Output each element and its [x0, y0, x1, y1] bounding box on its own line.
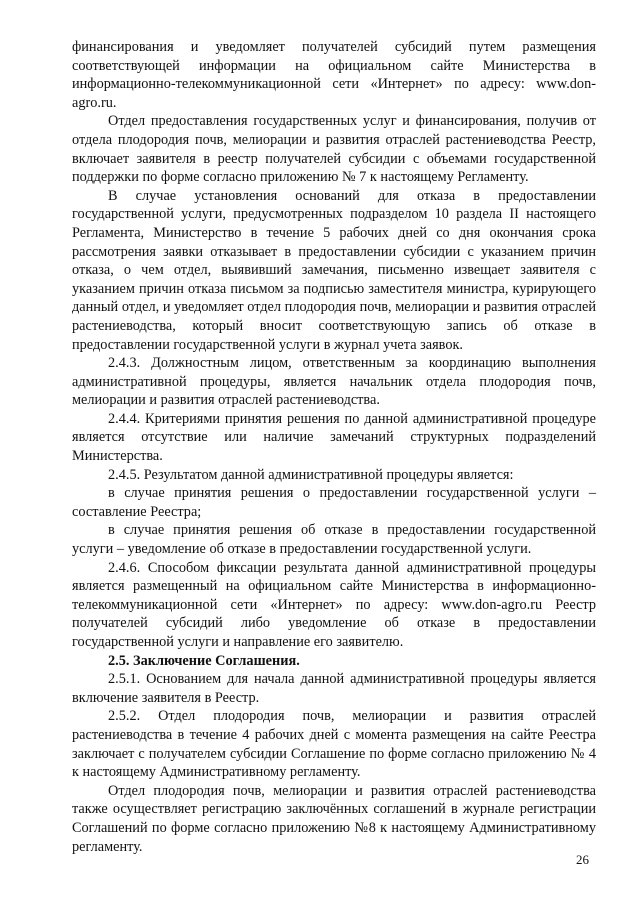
paragraph-2-5-2: 2.5.2. Отдел плодородия почв, мелиорации и развития отраслей растениеводства в течение 4 рабочих дней с момента размещения на сайте Реестра заключает с получателем субсидии Соглашение по форме согласно приложению № 4 к настоящему Административному регламенту.: [72, 708, 596, 781]
paragraph-result-refusal: в случае принятия решения об отказе в предоставлении государственной услуги – уведомление об отказе в предоставлении государственной услуги.: [72, 522, 596, 558]
paragraph-registration: Отдел плодородия почв, мелиорации и развития отраслей растениеводства также осуществляет регистрацию заключённых соглашений в журнале регистрации Соглашений по форме согласно приложению №8 к настоящему Административному регламенту.: [72, 782, 596, 855]
paragraph-2-4-3: 2.4.3. Должностным лицом, ответственным за координацию выполнения административной процедуры, является начальник отдела плодородия почв, мелиорации и развития отраслей растениеводства.: [72, 355, 596, 409]
paragraph-refusal: В случае установления оснований для отказа в предоставлении государственной услуги, предусмотренных подразделом 10 раздела II настоящего Регламента, Министерство в течение 5 рабочих дней со дня окончания срока рассмотрения заявки отказывает в предоставлении субсидии с указанием причин отказа, о чем отдел, выявивший замечания, письменно извещает заявителя с указанием причин отказа письмом за подписью заместителя министра, курирующего данный отдел, и уведомляет отдел плодородия почв, мелиорации и развития отраслей растениеводства, который вносит соответствующую запись об отказе в предоставлении государственной услуги в журнал учета заявок.: [72, 187, 596, 353]
paragraph-continuation: финансирования и уведомляет получателей субсидий путем размещения соответствующей информации на официальном сайте Министерства в информационно-телекоммуникационной сети «Интернет» по адресу: www.don-agro.ru.: [72, 39, 596, 111]
paragraph-result-approval: в случае принятия решения о предоставлении государственной услуги – составление Реестра;: [72, 485, 596, 520]
page-number: 26: [576, 852, 589, 867]
paragraph-2-4-6: 2.4.6. Способом фиксации результата данной административной процедуры является размещенный на официальном сайте Министерства в информационно-телекоммуникационной сети «Интернет» по адресу: www.don-agro.ru Реестр получателей субсидий либо уведомление об отказе в предоставлении государственной услуги и направление его заявителю.: [72, 559, 596, 650]
section-heading-2-5: 2.5. Заключение Соглашения.: [108, 652, 300, 669]
document-page: [72, 38, 596, 856]
paragraph-2-4-5: 2.4.5. Результатом данной административной процедуры является:: [108, 466, 514, 483]
paragraph-2-5-1: 2.5.1. Основанием для начала данной административной процедуры является включение заявителя в Реестр.: [72, 671, 596, 706]
paragraph-2-4-4: 2.4.4. Критериями принятия решения по данной административной процедуре является отсутствие или наличие замечаний структурных подразделений Министерства.: [72, 410, 596, 465]
paragraph-registry-inclusion: Отдел предоставления государственных услуг и финансирования, получив от отдела плодородия почв, мелиорации и развития отраслей растениеводства Реестр, включает заявителя в реестр получателей субсидии с объемами государственной поддержки по форме согласно приложению № 7 к настоящему Регламенту.: [72, 113, 596, 186]
